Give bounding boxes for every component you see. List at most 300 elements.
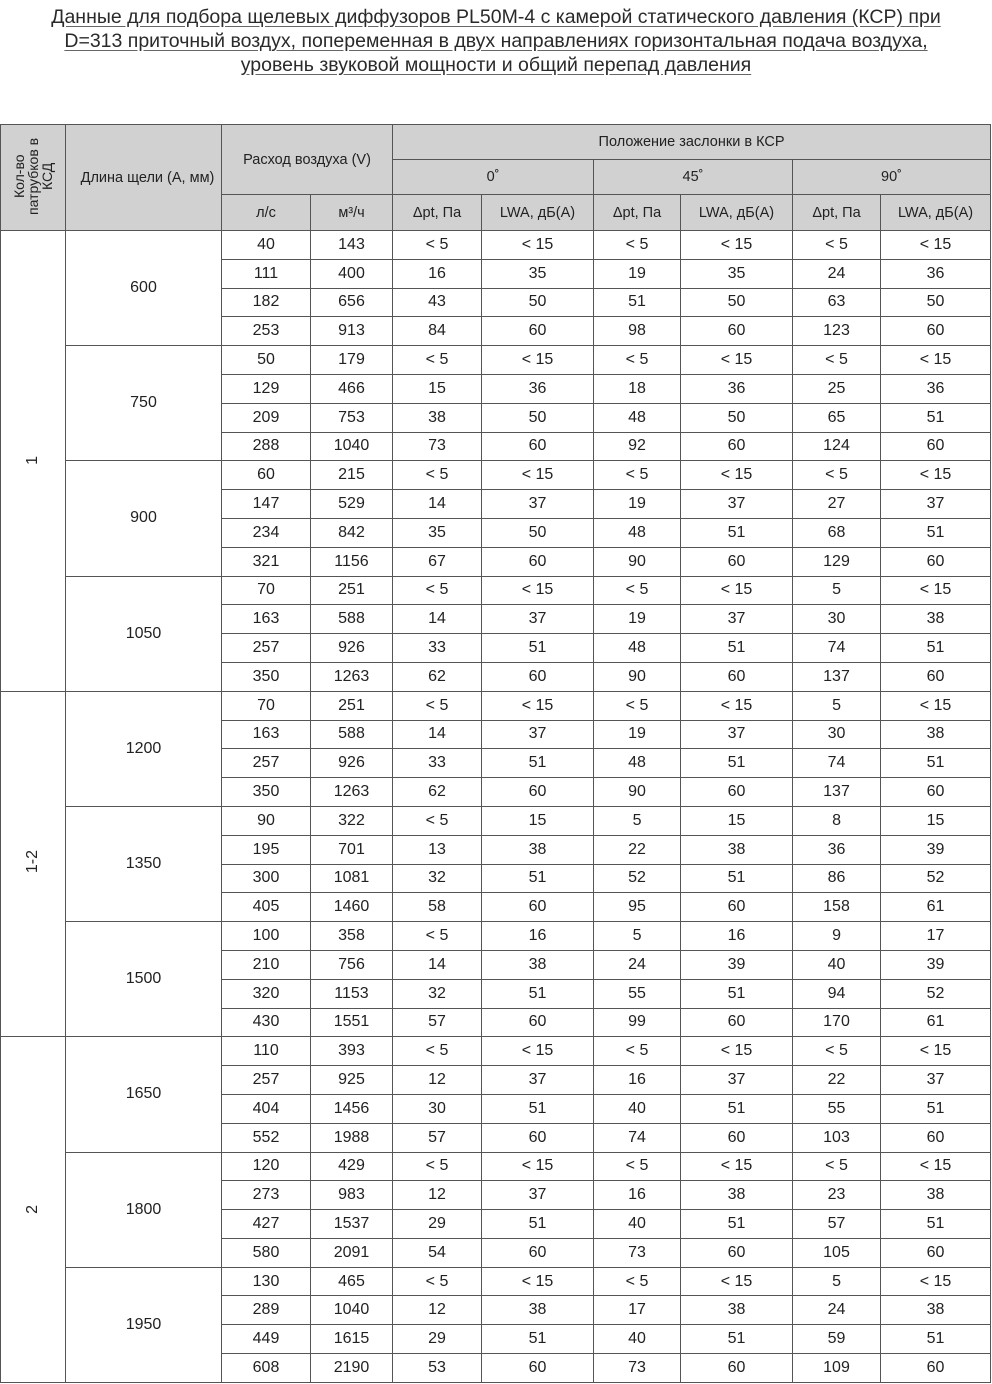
table-row xyxy=(1,461,991,490)
table-cell: 65 xyxy=(793,403,881,432)
table-cell: < 15 xyxy=(881,1152,991,1181)
table-cell: 38 xyxy=(482,835,594,864)
table-cell: 60 xyxy=(881,1123,991,1152)
table-cell: 38 xyxy=(681,1296,793,1325)
table-cell: 40 xyxy=(594,1325,681,1354)
table-cell: 38 xyxy=(393,403,482,432)
table-cell: 60 xyxy=(681,778,793,807)
table-row xyxy=(1,1152,991,1181)
table-cell: < 15 xyxy=(482,1037,594,1066)
table-cell: 50 xyxy=(482,288,594,317)
table-cell: 1081 xyxy=(311,864,393,893)
table-cell: 404 xyxy=(222,1094,311,1123)
table-cell: < 15 xyxy=(482,1267,594,1296)
count-value: 2 xyxy=(24,1204,41,1214)
table-cell: 289 xyxy=(222,1296,311,1325)
table-cell: 22 xyxy=(594,835,681,864)
table-cell: 48 xyxy=(594,518,681,547)
table-cell: 580 xyxy=(222,1238,311,1267)
table-cell: 120 xyxy=(222,1152,311,1181)
table-cell: 5 xyxy=(793,691,881,720)
table-cell: 60 xyxy=(482,1123,594,1152)
table-cell: 30 xyxy=(793,605,881,634)
page-title xyxy=(0,0,992,77)
table-cell: 163 xyxy=(222,720,311,749)
count-cell xyxy=(1,1037,66,1383)
table-cell: 60 xyxy=(222,461,311,490)
table-cell: 19 xyxy=(594,259,681,288)
table-cell: 37 xyxy=(681,490,793,519)
table-cell: 59 xyxy=(793,1325,881,1354)
table-cell: 51 xyxy=(681,1210,793,1239)
table-cell: 60 xyxy=(881,317,991,346)
table-cell: 15 xyxy=(681,806,793,835)
header-lwa-45: LWA, дБ(А) xyxy=(681,195,793,231)
table-cell: 37 xyxy=(482,605,594,634)
table-cell: 430 xyxy=(222,1008,311,1037)
table-cell: 27 xyxy=(793,490,881,519)
table-cell: 14 xyxy=(393,490,482,519)
table-cell: 14 xyxy=(393,605,482,634)
table-cell: 18 xyxy=(594,374,681,403)
table-cell: 38 xyxy=(881,1296,991,1325)
table-cell: 90 xyxy=(222,806,311,835)
table-cell: 30 xyxy=(393,1094,482,1123)
length-cell: 900 xyxy=(66,461,222,576)
table-cell: 60 xyxy=(681,1238,793,1267)
table-cell: 16 xyxy=(594,1181,681,1210)
table-cell: 50 xyxy=(681,288,793,317)
table-cell: 60 xyxy=(482,432,594,461)
table-cell: 51 xyxy=(881,749,991,778)
table-cell: 130 xyxy=(222,1267,311,1296)
table-cell: 51 xyxy=(881,1210,991,1239)
table-cell: 251 xyxy=(311,691,393,720)
table-cell: 60 xyxy=(881,778,991,807)
table-cell: 288 xyxy=(222,432,311,461)
table-cell: 23 xyxy=(793,1181,881,1210)
table-cell: 60 xyxy=(482,778,594,807)
table-cell: 842 xyxy=(311,518,393,547)
table-cell: 38 xyxy=(482,1296,594,1325)
table-cell: 36 xyxy=(881,259,991,288)
table-cell: 124 xyxy=(793,432,881,461)
table-cell: 16 xyxy=(393,259,482,288)
table-cell: 40 xyxy=(793,950,881,979)
table-cell: 74 xyxy=(793,634,881,663)
table-cell: 234 xyxy=(222,518,311,547)
table-cell: 100 xyxy=(222,922,311,951)
table-cell: 54 xyxy=(393,1238,482,1267)
table-cell: < 5 xyxy=(393,346,482,375)
table-row xyxy=(1,576,991,605)
table-cell: 37 xyxy=(681,1066,793,1095)
table-cell: 37 xyxy=(482,1066,594,1095)
table-cell: 37 xyxy=(482,1181,594,1210)
header-damper: Положение заслонки в КСР xyxy=(393,125,991,160)
table-cell: 73 xyxy=(594,1354,681,1383)
table-cell: 60 xyxy=(482,662,594,691)
table-cell: 73 xyxy=(393,432,482,461)
table-cell: 257 xyxy=(222,1066,311,1095)
table-cell: 19 xyxy=(594,720,681,749)
table-cell: 48 xyxy=(594,634,681,663)
table-cell: 257 xyxy=(222,634,311,663)
table-cell: 35 xyxy=(482,259,594,288)
table-cell: 529 xyxy=(311,490,393,519)
table-cell: < 5 xyxy=(393,922,482,951)
table-cell: 163 xyxy=(222,605,311,634)
table-cell: < 15 xyxy=(681,576,793,605)
table-cell: 321 xyxy=(222,547,311,576)
table-cell: 466 xyxy=(311,374,393,403)
header-flow: Расход воздуха (V) xyxy=(222,125,393,195)
table-cell: 60 xyxy=(482,547,594,576)
table-cell: 5 xyxy=(594,922,681,951)
table-cell: < 15 xyxy=(881,346,991,375)
table-cell: 37 xyxy=(681,605,793,634)
table-cell: < 5 xyxy=(393,806,482,835)
length-cell: 1050 xyxy=(66,576,222,691)
table-cell: 137 xyxy=(793,778,881,807)
table-cell: 60 xyxy=(881,1238,991,1267)
table-cell: 84 xyxy=(393,317,482,346)
table-cell: < 5 xyxy=(793,1152,881,1181)
table-cell: 1460 xyxy=(311,893,393,922)
table-cell: < 15 xyxy=(681,346,793,375)
table-cell: 35 xyxy=(393,518,482,547)
table-cell: < 15 xyxy=(681,691,793,720)
table-cell: 983 xyxy=(311,1181,393,1210)
header-ls: л/с xyxy=(222,195,311,231)
table-cell: < 15 xyxy=(881,1037,991,1066)
table-cell: 60 xyxy=(681,1123,793,1152)
table-cell: 608 xyxy=(222,1354,311,1383)
table-cell: 110 xyxy=(222,1037,311,1066)
table-cell: 52 xyxy=(881,864,991,893)
table-cell: 60 xyxy=(881,432,991,461)
table-cell: 129 xyxy=(793,547,881,576)
table-cell: 253 xyxy=(222,317,311,346)
header-angle-45: 45˚ xyxy=(594,160,793,195)
table-cell: 60 xyxy=(681,1008,793,1037)
title-line-3: уровень звуковой мощности и общий перепад давления xyxy=(240,54,752,76)
table-cell: < 5 xyxy=(393,461,482,490)
table-cell: 90 xyxy=(594,778,681,807)
table-cell: 19 xyxy=(594,605,681,634)
table-row xyxy=(1,231,991,260)
table-cell: < 5 xyxy=(793,346,881,375)
table-cell: 38 xyxy=(681,835,793,864)
table-row xyxy=(1,691,991,720)
table-cell: < 15 xyxy=(482,1152,594,1181)
table-cell: 40 xyxy=(594,1210,681,1239)
table-cell: 22 xyxy=(793,1066,881,1095)
table-cell: < 5 xyxy=(594,576,681,605)
table-cell: 51 xyxy=(881,634,991,663)
table-cell: 38 xyxy=(681,1181,793,1210)
table-cell: 39 xyxy=(881,950,991,979)
table-cell: 74 xyxy=(793,749,881,778)
table-cell: 53 xyxy=(393,1354,482,1383)
table-cell: 70 xyxy=(222,691,311,720)
table-cell: 30 xyxy=(793,720,881,749)
table-cell: 1153 xyxy=(311,979,393,1008)
table-cell: 60 xyxy=(482,1354,594,1383)
table-cell: 322 xyxy=(311,806,393,835)
table-cell: 51 xyxy=(482,1325,594,1354)
table-cell: 51 xyxy=(482,634,594,663)
table-cell: < 15 xyxy=(881,231,991,260)
table-cell: 98 xyxy=(594,317,681,346)
header-length: Длина щели (А, мм) xyxy=(66,125,222,231)
table-cell: 926 xyxy=(311,749,393,778)
table-cell: 15 xyxy=(393,374,482,403)
title-line-2: D=313 приточный воздух, попеременная в двух направлениях горизонтальная подача воздуха, xyxy=(64,30,928,52)
table-cell: 1156 xyxy=(311,547,393,576)
table-cell: < 5 xyxy=(393,691,482,720)
table-cell: < 15 xyxy=(681,1152,793,1181)
table-cell: 60 xyxy=(881,1354,991,1383)
table-cell: 405 xyxy=(222,893,311,922)
table-cell: 1040 xyxy=(311,432,393,461)
header-m3h: м³/ч xyxy=(311,195,393,231)
table-cell: 99 xyxy=(594,1008,681,1037)
table-cell: 358 xyxy=(311,922,393,951)
table-cell: 16 xyxy=(681,922,793,951)
table-cell: 90 xyxy=(594,547,681,576)
table-cell: < 15 xyxy=(482,576,594,605)
header-lwa-0: LWA, дБ(А) xyxy=(482,195,594,231)
length-cell: 1650 xyxy=(66,1037,222,1152)
table-cell: < 5 xyxy=(393,1152,482,1181)
table-cell: < 15 xyxy=(681,1267,793,1296)
table-cell: 51 xyxy=(881,1325,991,1354)
table-cell: 449 xyxy=(222,1325,311,1354)
table-cell: 158 xyxy=(793,893,881,922)
table-cell: 51 xyxy=(482,1094,594,1123)
table-header xyxy=(1,125,991,231)
table-cell: 1988 xyxy=(311,1123,393,1152)
length-cell: 1350 xyxy=(66,806,222,921)
header-angle-0: 0˚ xyxy=(393,160,594,195)
table-cell: < 15 xyxy=(482,461,594,490)
table-cell: < 15 xyxy=(482,346,594,375)
table-cell: 92 xyxy=(594,432,681,461)
table-row xyxy=(1,922,991,951)
table-cell: 179 xyxy=(311,346,393,375)
table-cell: 36 xyxy=(482,374,594,403)
table-cell: 70 xyxy=(222,576,311,605)
table-cell: 51 xyxy=(681,634,793,663)
table-cell: 36 xyxy=(793,835,881,864)
table-cell: 48 xyxy=(594,749,681,778)
table-cell: < 15 xyxy=(482,231,594,260)
table-cell: 195 xyxy=(222,835,311,864)
length-cell: 1200 xyxy=(66,691,222,806)
table-cell: 37 xyxy=(482,720,594,749)
table-cell: 1040 xyxy=(311,1296,393,1325)
table-cell: 51 xyxy=(482,749,594,778)
table-cell: 1263 xyxy=(311,662,393,691)
length-cell: 750 xyxy=(66,346,222,461)
table-cell: 73 xyxy=(594,1238,681,1267)
table-cell: 33 xyxy=(393,634,482,663)
table-cell: 60 xyxy=(681,547,793,576)
table-cell: 55 xyxy=(594,979,681,1008)
table-cell: 14 xyxy=(393,950,482,979)
title-line-1: Данные для подбора щелевых диффузоров PL50M-4 с камерой статического давления (КСР) при xyxy=(51,6,941,28)
table-cell: 57 xyxy=(393,1123,482,1152)
table-cell: 51 xyxy=(482,864,594,893)
table-cell: 74 xyxy=(594,1123,681,1152)
table-cell: 170 xyxy=(793,1008,881,1037)
table-cell: < 5 xyxy=(393,1267,482,1296)
table-cell: 926 xyxy=(311,634,393,663)
table-cell: 60 xyxy=(482,317,594,346)
table-cell: 38 xyxy=(881,720,991,749)
table-cell: 15 xyxy=(881,806,991,835)
table-cell: 43 xyxy=(393,288,482,317)
table-cell: 1537 xyxy=(311,1210,393,1239)
table-cell: 16 xyxy=(482,922,594,951)
table-cell: 60 xyxy=(681,432,793,461)
table-cell: 51 xyxy=(681,864,793,893)
table-cell: 51 xyxy=(881,1094,991,1123)
table-cell: 251 xyxy=(311,576,393,605)
length-cell: 1950 xyxy=(66,1267,222,1382)
table-body xyxy=(1,231,991,1383)
table-cell: 123 xyxy=(793,317,881,346)
table-cell: < 5 xyxy=(594,691,681,720)
table-cell: 51 xyxy=(482,1210,594,1239)
table-cell: 756 xyxy=(311,950,393,979)
table-cell: 50 xyxy=(881,288,991,317)
table-cell: 37 xyxy=(681,720,793,749)
table-cell: 38 xyxy=(881,605,991,634)
diffuser-data-table xyxy=(0,124,991,1383)
table-cell: 16 xyxy=(594,1066,681,1095)
table-cell: 17 xyxy=(594,1296,681,1325)
table-cell: 60 xyxy=(482,893,594,922)
table-cell: 57 xyxy=(393,1008,482,1037)
table-cell: 37 xyxy=(482,490,594,519)
table-cell: < 5 xyxy=(594,346,681,375)
table-cell: < 5 xyxy=(793,1037,881,1066)
table-cell: < 15 xyxy=(881,1267,991,1296)
table-cell: 25 xyxy=(793,374,881,403)
table-cell: 1615 xyxy=(311,1325,393,1354)
table-cell: < 5 xyxy=(393,231,482,260)
table-cell: < 5 xyxy=(594,1152,681,1181)
table-cell: 12 xyxy=(393,1181,482,1210)
table-cell: 350 xyxy=(222,662,311,691)
table-cell: 61 xyxy=(881,1008,991,1037)
table-cell: 37 xyxy=(881,490,991,519)
header-lwa-90: LWA, дБ(А) xyxy=(881,195,991,231)
table-cell: 86 xyxy=(793,864,881,893)
table-cell: 400 xyxy=(311,259,393,288)
table-cell: < 5 xyxy=(393,576,482,605)
length-cell: 600 xyxy=(66,231,222,346)
table-cell: < 15 xyxy=(881,691,991,720)
header-angle-90: 90˚ xyxy=(793,160,991,195)
table-cell: 5 xyxy=(594,806,681,835)
table-cell: 38 xyxy=(482,950,594,979)
table-cell: 182 xyxy=(222,288,311,317)
table-cell: 465 xyxy=(311,1267,393,1296)
table-cell: 656 xyxy=(311,288,393,317)
table-cell: 63 xyxy=(793,288,881,317)
table-cell: < 5 xyxy=(594,1037,681,1066)
table-cell: 94 xyxy=(793,979,881,1008)
table-cell: 109 xyxy=(793,1354,881,1383)
table-cell: 8 xyxy=(793,806,881,835)
table-cell: 17 xyxy=(881,922,991,951)
table-cell: 52 xyxy=(881,979,991,1008)
table-cell: 14 xyxy=(393,720,482,749)
table-cell: 5 xyxy=(793,576,881,605)
header-dp-45: Δpt, Па xyxy=(594,195,681,231)
table-cell: 1551 xyxy=(311,1008,393,1037)
table-cell: 429 xyxy=(311,1152,393,1181)
table-cell: < 15 xyxy=(681,1037,793,1066)
table-cell: 588 xyxy=(311,720,393,749)
table-cell: < 5 xyxy=(594,231,681,260)
table-cell: 35 xyxy=(681,259,793,288)
table-cell: 55 xyxy=(793,1094,881,1123)
table-cell: < 5 xyxy=(793,461,881,490)
table-cell: 129 xyxy=(222,374,311,403)
table-cell: 19 xyxy=(594,490,681,519)
table-cell: 111 xyxy=(222,259,311,288)
table-cell: 60 xyxy=(881,547,991,576)
table-cell: 143 xyxy=(311,231,393,260)
table-cell: 552 xyxy=(222,1123,311,1152)
table-cell: 62 xyxy=(393,662,482,691)
table-cell: < 15 xyxy=(881,576,991,605)
table-cell: 48 xyxy=(594,403,681,432)
count-cell xyxy=(1,231,66,692)
table-cell: 51 xyxy=(881,518,991,547)
table-cell: < 15 xyxy=(482,691,594,720)
table-cell: 588 xyxy=(311,605,393,634)
table-cell: 68 xyxy=(793,518,881,547)
table-cell: 50 xyxy=(681,403,793,432)
table-row xyxy=(1,346,991,375)
table-cell: < 15 xyxy=(681,231,793,260)
table-cell: 36 xyxy=(681,374,793,403)
table-cell: 39 xyxy=(681,950,793,979)
table-row xyxy=(1,1267,991,1296)
table-cell: 257 xyxy=(222,749,311,778)
table-cell: 51 xyxy=(681,518,793,547)
table-cell: 103 xyxy=(793,1123,881,1152)
table-cell: < 5 xyxy=(393,1037,482,1066)
table-cell: 32 xyxy=(393,979,482,1008)
table-cell: 215 xyxy=(311,461,393,490)
table-cell: 32 xyxy=(393,864,482,893)
table-cell: 40 xyxy=(594,1094,681,1123)
table-cell: < 5 xyxy=(793,231,881,260)
table-cell: 60 xyxy=(681,1354,793,1383)
table-cell: 13 xyxy=(393,835,482,864)
table-cell: 209 xyxy=(222,403,311,432)
table-cell: 58 xyxy=(393,893,482,922)
table-cell: 37 xyxy=(881,1066,991,1095)
table-cell: 40 xyxy=(222,231,311,260)
table-cell: 67 xyxy=(393,547,482,576)
